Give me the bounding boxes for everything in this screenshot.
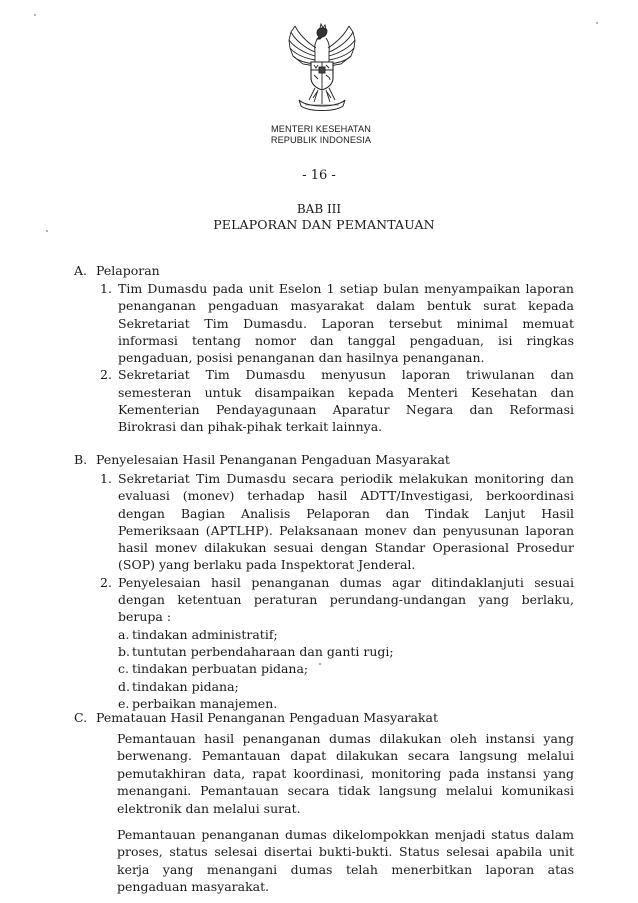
scan-speck: [319, 663, 321, 665]
sub-list-item: [118, 678, 574, 695]
sub-list-text: tindakan pidana;: [132, 678, 239, 694]
list-item-text: Tim Dumasdu pada unit Eselon 1 setiap bulan menyampaikan laporan penanganan pengaduan masyarakat dalam bentuk surat kepada Sekretariat Tim Dumasdu. Laporan tersebut minimal memuat informasi tentang nomor dan tanggal pengaduan, isi ringkas pengaduan, posisi penanganan dan hasilnya penanganan.: [118, 281, 574, 366]
section-c-heading: [74, 710, 438, 725]
ministry-header-line-2: REPUBLIK INDONESIA: [270, 135, 372, 145]
sub-list-letter: d.: [118, 678, 130, 694]
chapter-label: BAB III: [296, 202, 342, 216]
sub-list-text: tindakan administratif;: [132, 626, 278, 642]
ministry-header-line-1: MENTERI KESEHATAN: [271, 124, 371, 134]
list-item-text: Sekretariat Tim Dumasdu secara periodik melakukan monitoring dan evaluasi (monev) terhadap hasil ADTT/Investigasi, berkoordinasi dengan Bagian Analisis Pelaporan dan Tindak Lanjut Hasil Pemeriksaan (APTLHP). Pelaksanaan monev dan penyusunan laporan hasil monev dilakukan sesuai dengan Standar Operasional Prosedur (SOP) yang berlaku pada Inspektorat Jenderal.: [118, 471, 574, 573]
list-item-number: 2.: [100, 574, 112, 590]
sub-list-letter: a.: [118, 626, 130, 642]
section-c-paragraph-1: Pemantauan hasil penanganan dumas dilakukan oleh instansi yang berwenang. Pemantauan dapat dilakukan secara langsung melalui pemutakhiran data, rapat koordinasi, monitoring pada instansi yang menangani. Pemantauan secara tidak langsung melalui komunikasi elektronik dan melalui surat.: [117, 731, 574, 816]
section-c-letter: C.: [74, 710, 88, 725]
list-item-number: 1.: [100, 471, 112, 486]
garuda-emblem-icon: [285, 22, 359, 118]
sub-list-letter: c.: [118, 661, 129, 677]
section-a-letter: A.: [74, 263, 88, 278]
chapter-title: PELAPORAN DAN PEMANTAUAN: [213, 217, 435, 232]
sub-list-item: [118, 626, 574, 643]
list-item-text: Sekretariat Tim Dumasdu menyusun laporan triwulanan dan semesteran untuk disampaikan kepada Menteri Kesehatan dan Kementerian Pendayagunaan Aparatur Negara dan Reformasi Birokrasi dan pihak-pihak terkait lainnya.: [118, 367, 574, 435]
list-item: [92, 366, 574, 435]
sub-list: [118, 626, 574, 712]
section-c-paragraph-2: Pemantauan penanganan dumas dikelompokkan menjadi status dalam proses, status selesai disertai bukti-bukti. Status selesai apabila unit kerja yang menangani dumas telah menerbitkan laporan atas pengaduan masyarakat.: [117, 827, 574, 895]
sub-list-text: perbaikan manajemen.: [132, 695, 278, 711]
scan-speck: [596, 22, 598, 24]
sub-list-letter: e.: [118, 695, 130, 711]
section-b-list: [92, 470, 574, 712]
section-b-letter: B.: [74, 452, 88, 467]
page-number: - 16 -: [302, 168, 336, 183]
sub-list-item: [118, 643, 574, 660]
scan-speck: [46, 230, 48, 232]
sub-list-letter: b.: [118, 643, 130, 659]
section-b-heading: [74, 452, 450, 467]
list-item-number: 1.: [100, 281, 112, 296]
list-item-text: Penyelesaian hasil penanganan dumas agar ditindaklanjuti sesuai dengan ketentuan peraturan perundang-undangan yang berlaku, berupa :: [118, 574, 574, 625]
section-b-title: Penyelesaian Hasil Penanganan Pengaduan Masyarakat: [96, 452, 450, 467]
sub-list-text: tuntutan perbendaharaan dan ganti rugi;: [132, 643, 394, 659]
list-item: [92, 470, 574, 574]
list-item-number: 2.: [100, 367, 112, 383]
list-item: [92, 280, 574, 366]
section-a-list: [92, 280, 574, 436]
sub-list-item: [118, 660, 574, 677]
section-a-title: Pelaporan: [96, 263, 160, 278]
section-a-heading: [74, 263, 160, 278]
sub-list-text: tindakan perbuatan pidana;: [132, 661, 309, 677]
section-c-title: Pematauan Hasil Penanganan Pengaduan Masyarakat: [96, 710, 439, 725]
list-item: [92, 574, 574, 712]
scan-speck: [34, 14, 36, 16]
